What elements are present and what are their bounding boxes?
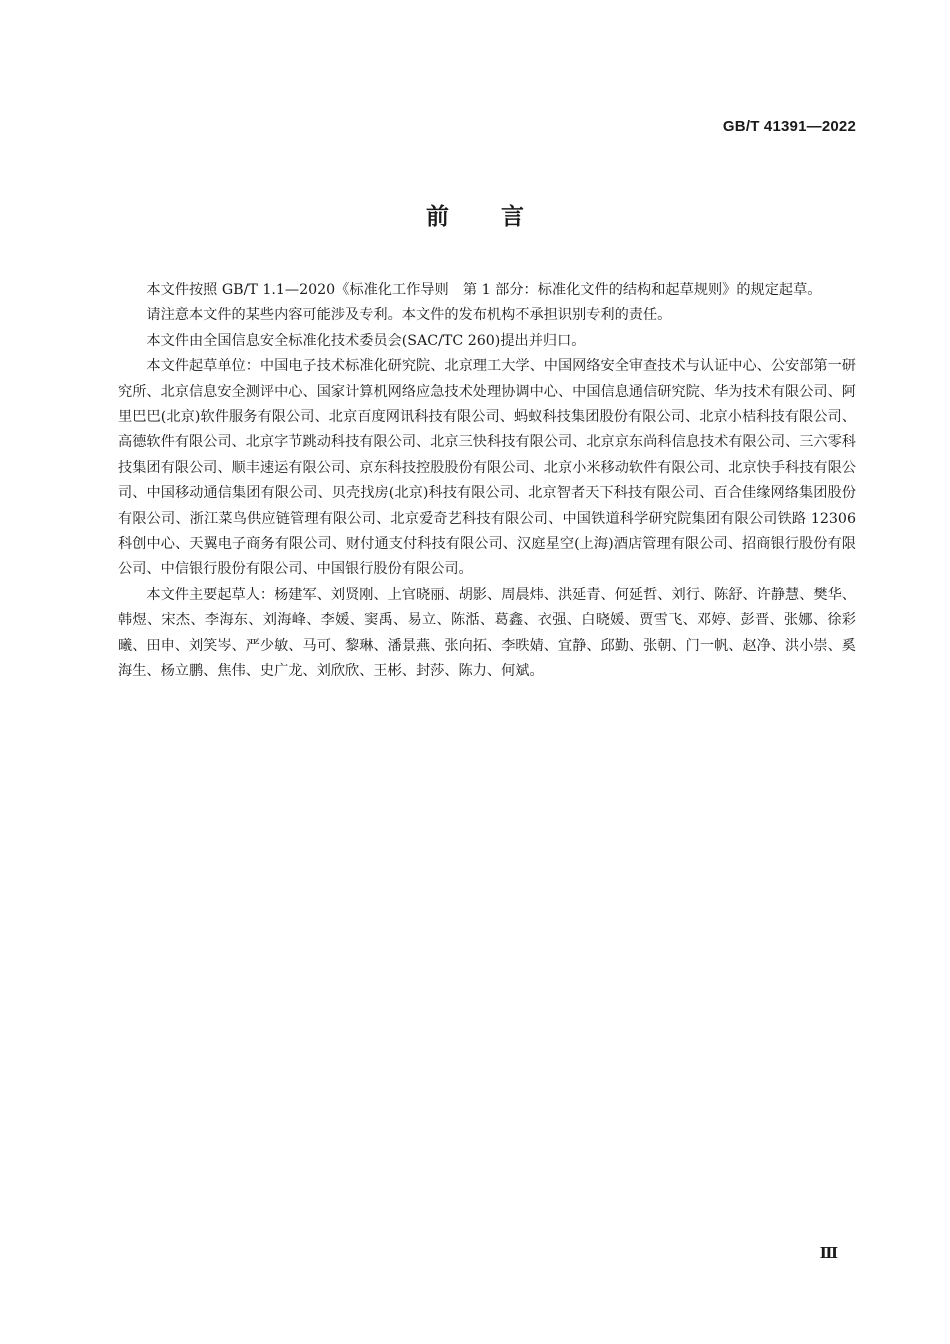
paragraph-drafting-rules: 本文件按照 GB/T 1.1—2020《标准化工作导则 第 1 部分：标准化文件的结构和起草规则》的规定起草。 — [146, 282, 822, 298]
page-number: Ⅲ — [819, 1244, 838, 1262]
paragraph-drafting-organizations: 本文件起草单位：中国电子技术标准化研究院、北京理工大学、中国网络安全审查技术与认证中心、公安部第一研究所、北京信息安全测评中心、国家计算机网络应急技术处理协调中心、中国信息通信研究院、华为技术有限公司、阿里巴巴(北京)软件服务有限公司、北京百度网讯科技有限公司、蚂蚁科技集团股份有限公司、北京小桔科技有限公司、高德软件有限公司、北京字节跳动科技有限公司、北京三快科技有限公司、北京京东尚科信息技术有限公司、三六零科技集团有限公司、顺丰速运有限公司、京东科技控股股份有限公司、北京小米移动软件有限公司、北京快手科技有限公司、中国移动通信集团有限公司、贝壳找房(北京)科技有限公司、北京智者天下科技有限公司、百合佳缘网络集团股份有限公司、浙江菜鸟供应链管理有限公司、北京爱奇艺科技有限公司、中国铁道科学研究院集团有限公司铁路 12306 科创中心、天翼电子商务有限公司、财付通支付科技有限公司、汉庭星空(上海)酒店管理有限公司、招商银行股份有限公司、中信银行股份有限公司、中国银行股份有限公司。 — [118, 358, 856, 578]
paragraph-proposer: 本文件由全国信息安全标准化技术委员会(SAC/TC 260)提出并归口。 — [146, 332, 586, 349]
paragraph-patent-notice: 请注意本文件的某些内容可能涉及专利。本文件的发布机构不承担识别专利的责任。 — [146, 307, 672, 324]
preface-body — [118, 278, 856, 685]
paragraph-drafters: 本文件主要起草人：杨建军、刘贤刚、上官晓丽、胡影、周晨炜、洪延青、何延哲、刘行、陈舒、许静慧、樊华、韩煜、宋杰、李海东、刘海峰、李媛、窦禹、易立、陈湉、葛鑫、衣强、白晓媛、贾雪飞、邓婷、彭晋、张娜、徐彩曦、田申、刘笑岑、严少敏、马可、黎琳、潘景燕、张向拓、李昳婧、宜静、邱勤、张朝、门一帆、赵净、洪小崇、奚海生、杨立鹏、焦伟、史广龙、刘欣欣、王彬、封莎、陈力、何斌。 — [118, 586, 856, 680]
standard-number: GB/T 41391—2022 — [722, 118, 856, 135]
page-title: 前言 — [426, 204, 576, 230]
